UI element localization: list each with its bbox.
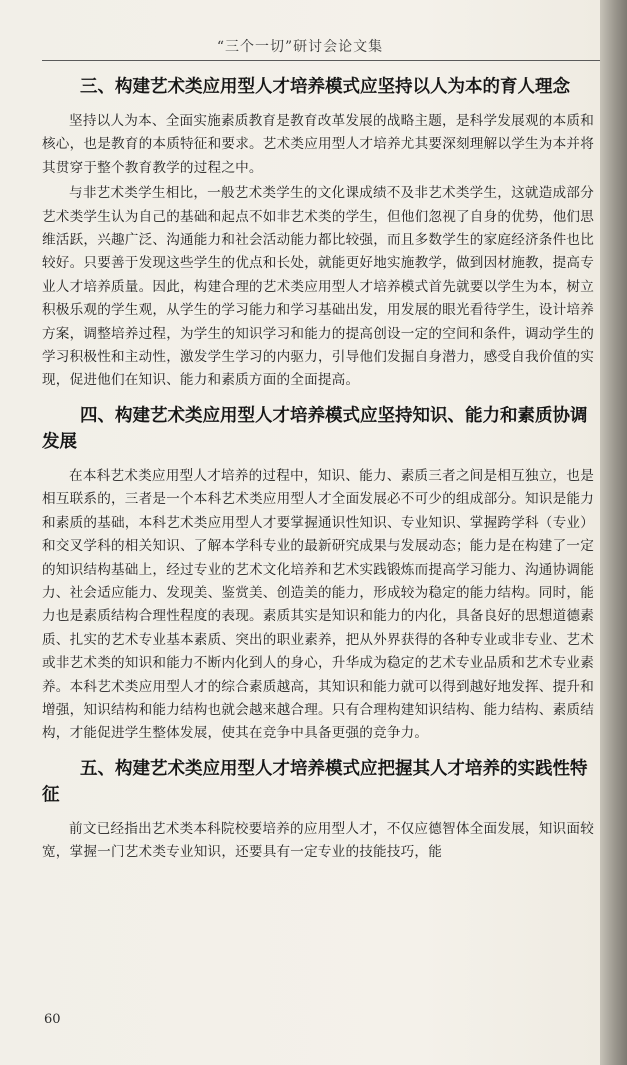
page-content [42, 74, 594, 875]
paragraph: 坚持以人为本、全面实施素质教育是教育改革发展的战略主题，是科学发展观的本质和核心，也是教育的本质特征和要求。艺术类应用型人才培养尤其要深刻理解以学生为本并将其贯穿于整个教育教学的过程之中。 [42, 113, 594, 176]
running-head: “三个一切”研讨会论文集 [216, 39, 384, 55]
paragraph: 与非艺术类学生相比，一般艺术类学生的文化课成绩不及非艺术类学生，这就造成部分艺术类学生认为自己的基础和起点不如非艺术类的学生，但他们忽视了自身的优势，他们思维活跃，兴趣广泛、沟通能力和社会活动能力都比较强，而且多数学生的家庭经济条件也比较好。只要善于发现这些学生的优点和长处，就能更好地实施教学，做到因材施教，提高专业人才培养质量。因此，构建合理的艺术类应用型人才培养模式首先就要以学生为本，树立积极乐观的学生观，从学生的学习能力和学习基础出发，用发展的眼光看待学生，设计培养方案，调整培养过程，为学生的知识学习和能力的提高创设一定的空间和条件，调动学生的学习积极性和主动性，激发学生学习的内驱力，引导他们发掘自身潜力，感受自我价值的实现，促进他们在知识、能力和素质方面的全面提高。 [42, 185, 594, 389]
page-number: 60 [44, 1012, 61, 1027]
header-rule [42, 60, 600, 61]
section-3 [42, 74, 594, 393]
section-heading: 五、构建艺术类应用型人才培养模式应把握其人才培养的实践性特征 [42, 758, 588, 805]
section-4 [42, 403, 594, 746]
section-heading: 四、构建艺术类应用型人才培养模式应坚持知识、能力和素质协调发展 [42, 405, 588, 452]
section-heading: 三、构建艺术类应用型人才培养模式应坚持以人为本的育人理念 [80, 77, 570, 97]
paragraph: 在本科艺术类应用型人才培养的过程中，知识、能力、素质三者之间是相互独立，也是相互联系的，三者是一个本科艺术类应用型人才全面发展必不可少的组成部分。知识是能力和素质的基础，本科艺术类应用型人才要掌握通识性知识、专业知识、掌握跨学科（专业）和交叉学科的相关知识、了解本学科专业的最新研究成果与发展动态；能力是在构建了一定的知识结构基础上，经过专业的艺术文化培养和艺术实践锻炼而提高学习能力、沟通协调能力、社会适应能力、发现美、鉴赏美、创造美的能力，形成较为稳定的能力结构。同时，能力也是素质结构合理性程度的表现。素质其实是知识和能力的内化，具备良好的思想道德素质、扎实的艺术专业基本素质、突出的职业素养，把从外界获得的各种专业或非专业、艺术或非艺术类的知识和能力不断内化到人的身心，升华成为稳定的艺术专业品质和艺术专业素养。本科艺术类应用型人才的综合素质越高，其知识和能力就可以得到越好地发挥、提升和增强，知识结构和能力结构也就会越来越合理。只有合理构建知识结构、能力结构、素质结构，才能促进学生整体发展，使其在竞争中具备更强的竞争力。 [42, 467, 594, 742]
paragraph: 前文已经指出艺术类本科院校要培养的应用型人才，不仅应德智体全面发展，知识面较宽，掌握一门艺术类专业知识，还要具有一定专业的技能技巧，能 [42, 820, 594, 861]
section-5 [42, 756, 594, 865]
book-spine-shadow [600, 0, 627, 1065]
